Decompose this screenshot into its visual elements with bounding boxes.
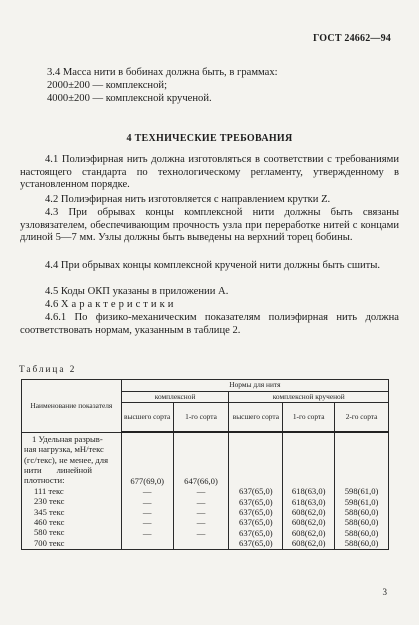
indicator-line: (гс/текс), не менее, для — [24, 454, 109, 465]
value-cell: 608(62,0) — [291, 517, 326, 528]
twisted-first-column — [283, 432, 335, 550]
value-cell: — — [142, 486, 152, 497]
paragraph-4-6-1: 4.6.1 По физико-механическим показателям полиэфирная нить должна соответствовать нормам, указанным в таблице 2. — [20, 312, 399, 336]
paragraph-4-4: 4.4 При обрывах концы комплексной крученой нити должны быть сшиты. — [45, 260, 381, 271]
value-cell: 637(65,0) — [239, 517, 273, 528]
complex-highest-column — [121, 432, 173, 550]
header-twisted-first: 1-го сорта — [283, 403, 335, 433]
paragraph-4-5: 4.5 Коды ОКП указаны в приложении А. — [45, 286, 229, 297]
density-111: 111 текс — [34, 485, 64, 496]
complex-first-column — [173, 432, 229, 550]
paragraph-4-6-number: 4.6 — [45, 299, 59, 310]
paragraph-4-2: 4.2 Полиэфирная нить изготовляется с направлением крутки Z. — [45, 194, 331, 205]
indicator-cell — [22, 432, 122, 550]
value-cell: 618(63,0) — [291, 486, 326, 497]
value-cell: 647(66,0) — [184, 475, 218, 486]
value-cell: 637(65,0) — [239, 506, 273, 517]
paragraph-4-6 — [45, 299, 176, 312]
page-number: 3 — [382, 587, 387, 597]
value-cell: 608(62,0) — [291, 538, 326, 549]
mass-line-complex: 2000±200 — комплексной; — [47, 80, 168, 91]
value-cell: — — [142, 527, 152, 538]
density-230: 230 текс — [34, 496, 65, 507]
standard-header: ГОСТ 24662—94 — [312, 33, 391, 44]
indicator-line: плотности: — [24, 475, 65, 486]
header-twisted-second: 2-го сорта — [335, 403, 389, 433]
norms-table — [21, 379, 389, 550]
value-cell: 637(65,0) — [239, 538, 273, 549]
value-cell: 637(65,0) — [239, 486, 273, 497]
value-cell: — — [142, 517, 152, 528]
paragraph-4-1: 4.1 Полиэфирная нить должна изготовляться в соответствии с требованиями настоящего стандарта по технологическому регламенту, утвержденному в установленном порядке. — [20, 154, 399, 191]
header-complex-highest: высшего сорта — [121, 403, 173, 433]
indicator-line: ная нагрузка, мН/текс — [24, 444, 104, 455]
density-700: 700 текс — [34, 537, 65, 548]
value-cell: 588(60,0) — [344, 506, 379, 517]
value-cell: 608(62,0) — [291, 506, 326, 517]
mass-line-twisted: 4000±200 — комплексной крученой. — [47, 93, 212, 104]
table-caption: Таблица 2 — [19, 364, 77, 374]
header-complex: комплексной — [121, 391, 229, 403]
value-cell: — — [196, 486, 206, 497]
twisted-highest-column — [229, 432, 283, 550]
density-580: 580 текс — [34, 527, 65, 538]
value-cell: — — [196, 496, 206, 507]
header-complex-first: 1-го сорта — [173, 403, 229, 433]
value-cell: 588(60,0) — [344, 527, 379, 538]
value-cell — [231, 476, 280, 486]
value-cell: 637(65,0) — [239, 496, 273, 507]
indicator-line: нити линейной — [24, 464, 92, 475]
value-cell: 618(63,0) — [291, 496, 326, 507]
value-cell — [124, 538, 171, 548]
value-cell: 598(61,0) — [344, 486, 379, 497]
header-norm-group: Нормы для нитя — [121, 380, 388, 392]
density-345: 345 текс — [34, 506, 65, 517]
density-460: 460 текс — [34, 516, 65, 527]
header-indicator: Наименование показателя — [22, 380, 122, 433]
value-cell: — — [142, 496, 152, 507]
value-cell: 637(65,0) — [239, 527, 273, 538]
paragraph-4-3: 4.3 При обрывах концы комплексной нити должны быть связаны узловязателем, обеспечивающим прочность узла при переработке нитей с концами длиной 5—7 мм. Узлы должны быть выведены на верхний торец бобины. — [20, 207, 399, 244]
value-cell: — — [196, 517, 206, 528]
header-complex-twisted: комплексной крученой — [229, 391, 389, 403]
value-cell: — — [142, 506, 152, 517]
value-cell: — — [196, 506, 206, 517]
twisted-second-column — [335, 432, 389, 550]
value-cell — [337, 476, 386, 486]
value-cell — [176, 538, 227, 548]
section-title: 4 ТЕХНИЧЕСКИЕ ТРЕБОВАНИЯ — [126, 133, 293, 144]
value-cell: 598(61,0) — [344, 496, 379, 507]
value-cell — [285, 476, 332, 486]
value-cell: 608(62,0) — [291, 527, 326, 538]
paragraph-4-6-title: Характеристики — [60, 299, 177, 310]
mass-intro: 3.4 Масса нити в бобинах должна быть, в граммах: — [47, 67, 278, 78]
value-cell: 588(60,0) — [344, 538, 379, 549]
value-cell: 677(69,0) — [130, 475, 164, 486]
indicator-line: 1 Удельная разрыв- — [32, 433, 103, 444]
header-twisted-highest: высшего сорта — [229, 403, 283, 433]
value-cell: 588(60,0) — [344, 517, 379, 528]
value-cell: — — [196, 527, 206, 538]
